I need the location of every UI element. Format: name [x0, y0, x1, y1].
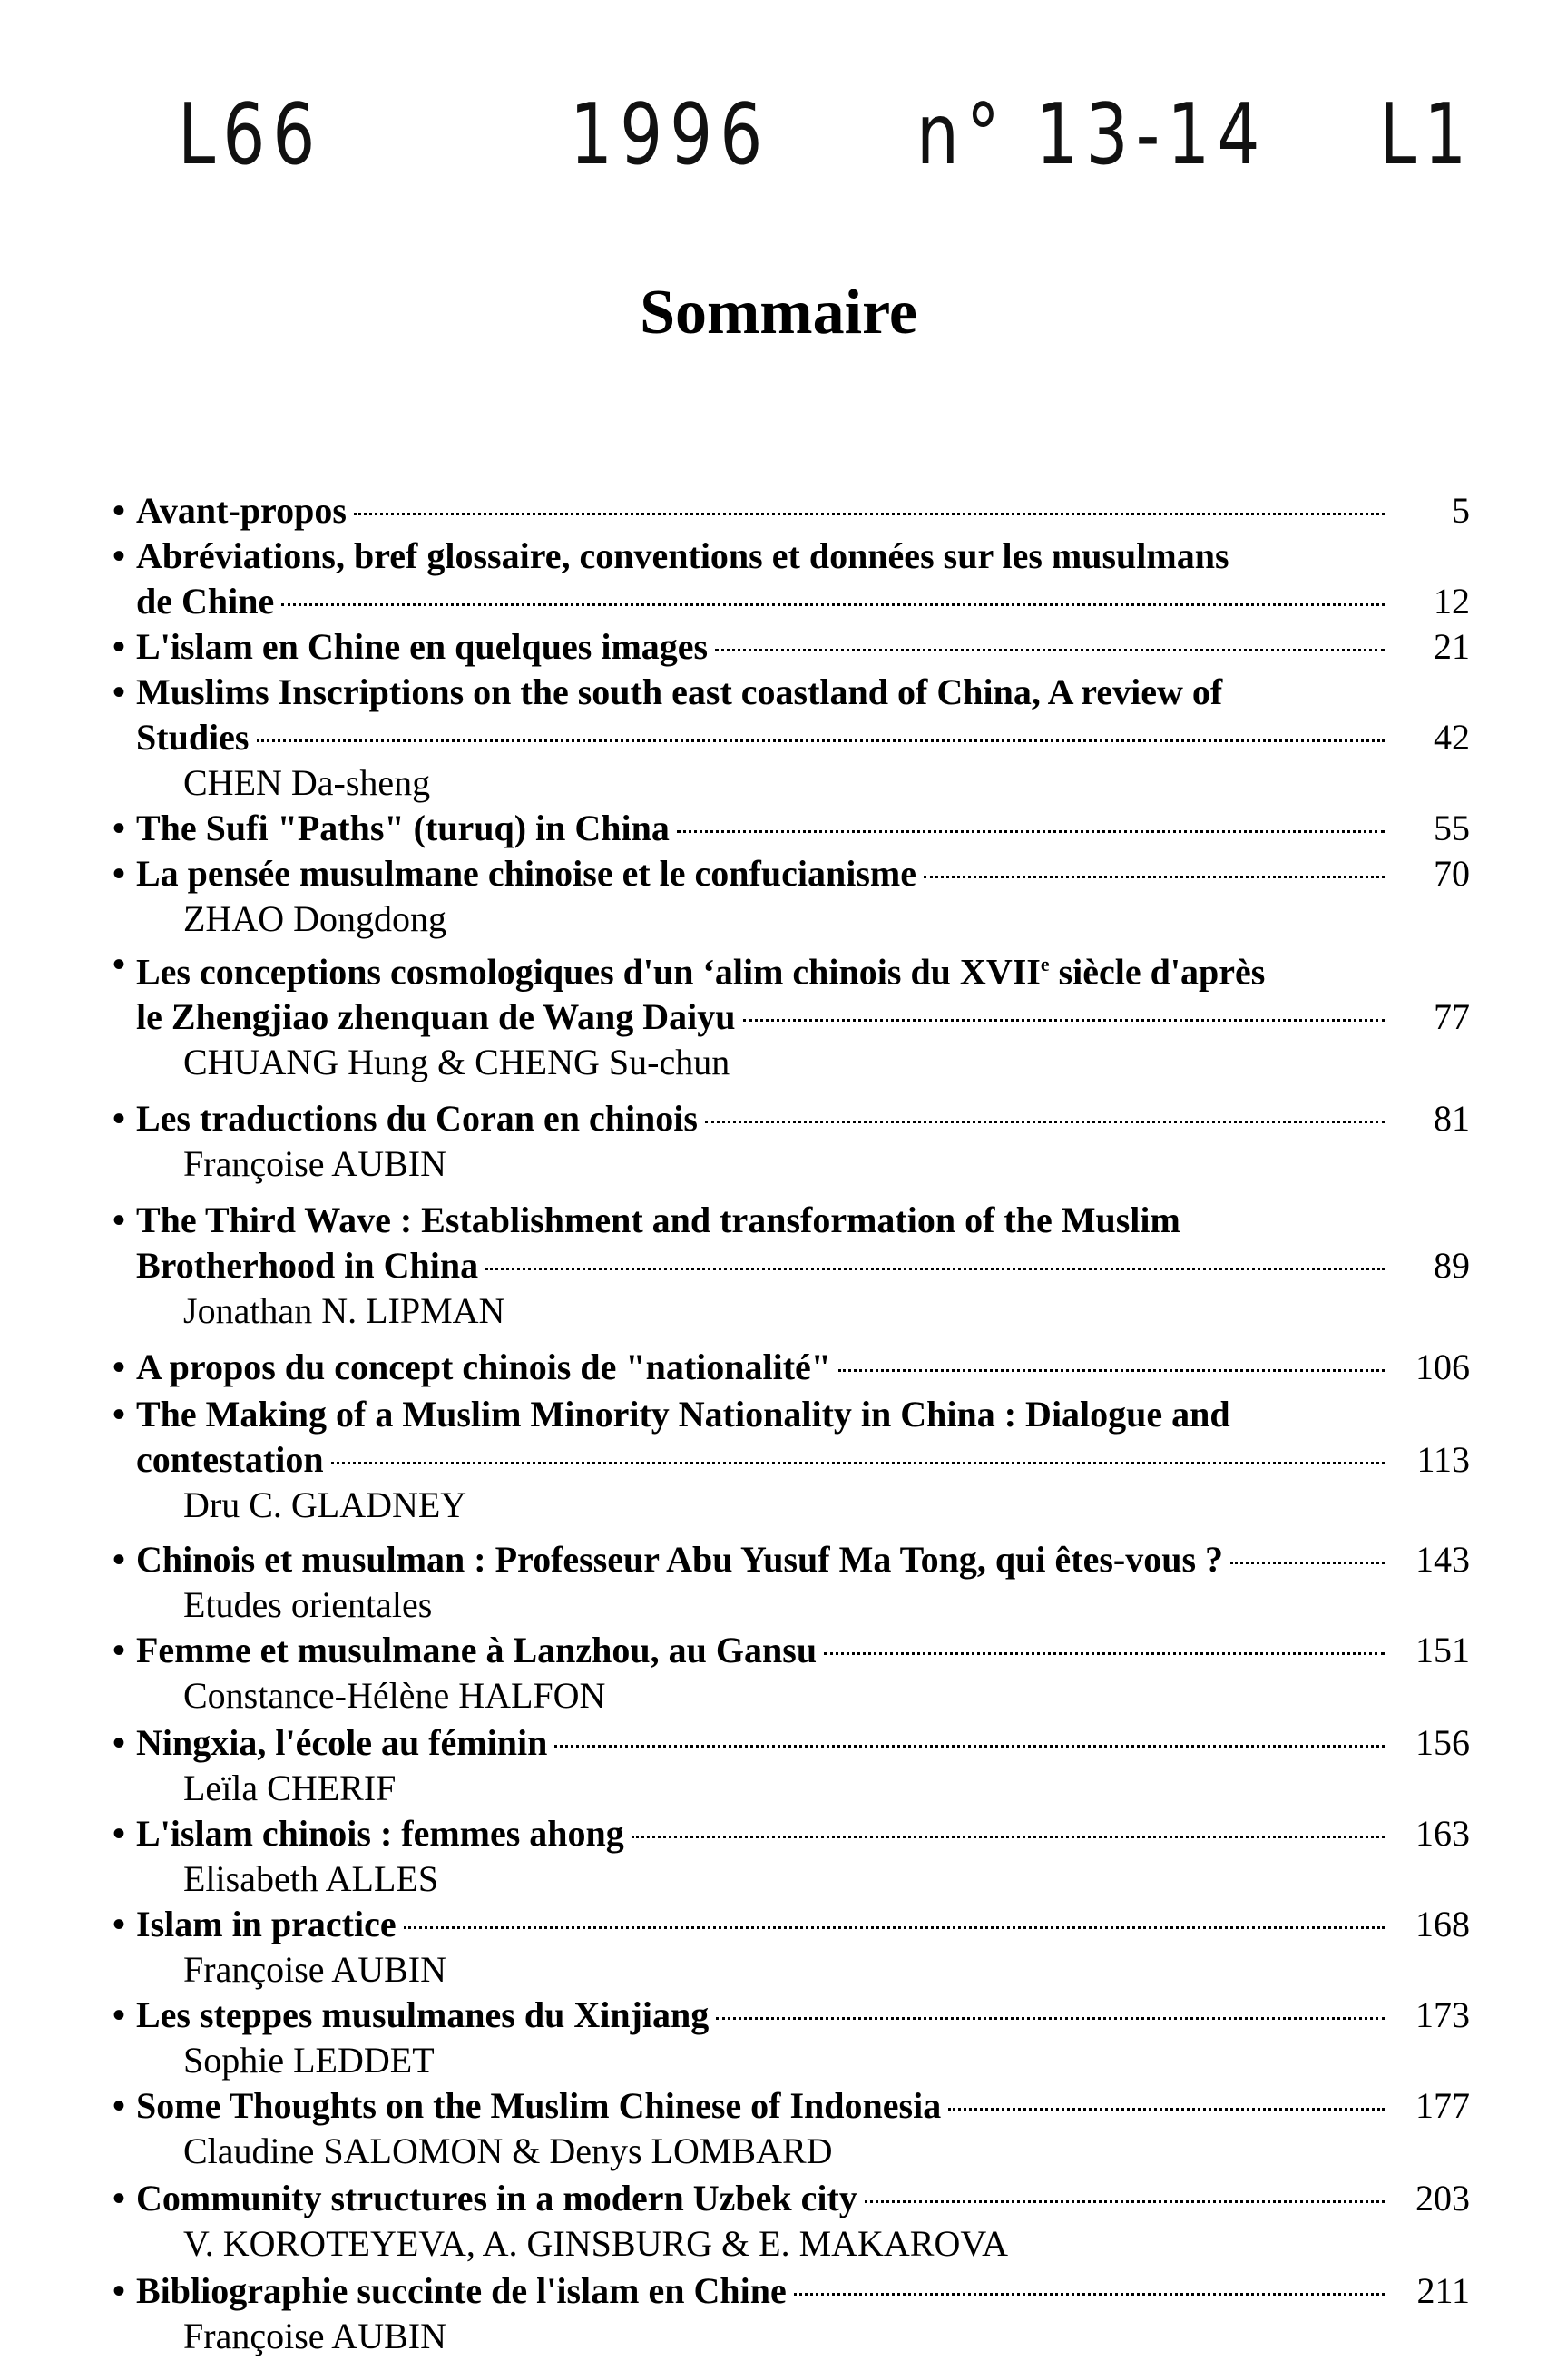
entry-title: le Zhengjiao zhenquan de Wang Daiyu — [136, 996, 736, 1038]
page-number: 168 — [1415, 1904, 1470, 1945]
entry-title-first-line: • Abréviations, bref glossaire, conventions et données sur les musulmans — [136, 535, 1229, 576]
entry-title-row — [136, 2083, 1470, 2129]
toc-entry — [109, 534, 1470, 624]
entry-title-first-line: • Muslims Inscriptions on the south east coastland of China, A review of — [136, 671, 1223, 712]
entry-title: • Les traductions du Coran en chinois — [136, 1098, 698, 1140]
entry-author: Sophie LEDDET — [183, 2040, 435, 2081]
page-number: 55 — [1434, 808, 1470, 848]
entry-author: Dru C. GLADNEY — [183, 1484, 467, 1526]
page-number: 5 — [1452, 490, 1470, 531]
toc-entry — [109, 1993, 1470, 2083]
entry-title: de Chine — [136, 581, 275, 622]
entry-title: • A propos du concept chinois de "nationalité" — [136, 1347, 832, 1388]
table-of-contents — [109, 488, 1470, 2359]
entry-author: Françoise AUBIN — [183, 1949, 446, 1991]
entry-title-row — [136, 715, 1470, 760]
entry-title-row — [136, 1345, 1470, 1390]
entry-title-row — [136, 1628, 1470, 1673]
dot-leader — [257, 739, 1386, 742]
entry-title: • Community structures in a modern Uzbek city — [136, 2178, 857, 2219]
toc-entry — [109, 1537, 1470, 1628]
entry-title-row — [136, 1096, 1470, 1141]
entry-title-row — [136, 1537, 1470, 1582]
page-number: 21 — [1434, 626, 1470, 667]
entry-author: Etudes orientales — [183, 1584, 433, 1626]
page-number: 77 — [1434, 996, 1470, 1038]
entry-author: CHUANG Hung & CHENG Su-chun — [183, 1042, 730, 1083]
toc-entry — [109, 1198, 1470, 1334]
toc-entry — [109, 1628, 1470, 1719]
dot-leader — [677, 830, 1385, 833]
page-number: 151 — [1415, 1630, 1470, 1671]
entry-title-row — [136, 488, 1470, 534]
entry-title-first-line: • The Third Wave : Establishment and transformation of the Muslim — [136, 1200, 1180, 1241]
entry-author: Françoise AUBIN — [183, 1143, 446, 1185]
handwritten-note: n° 13-14 — [916, 86, 1268, 184]
dot-leader — [485, 1268, 1385, 1270]
entry-title: • The Sufi "Paths" (turuq) in China — [136, 808, 670, 848]
entry-author: ZHAO Dongdong — [183, 898, 446, 939]
entry-title: • Bibliographie succinte de l'islam en Chine — [136, 2270, 787, 2312]
toc-entry — [109, 851, 1470, 942]
toc-entry — [109, 670, 1470, 806]
page-number: 211 — [1416, 2270, 1470, 2312]
entry-title-row — [136, 1720, 1470, 1766]
page-number: 156 — [1415, 1722, 1470, 1764]
toc-entry — [109, 1720, 1470, 1811]
entry-title: • Avant-propos — [136, 490, 347, 531]
dot-leader — [705, 1121, 1385, 1123]
entry-author: CHEN Da-sheng — [183, 762, 431, 803]
page-number: 143 — [1415, 1539, 1470, 1581]
page-title: Sommaire — [640, 278, 917, 348]
entry-title: • Les steppes musulmanes du Xinjiang — [136, 1994, 710, 2036]
entry-title-row — [136, 806, 1470, 851]
entry-title-row — [136, 1902, 1470, 1947]
entry-title: • Ningxia, l'école au féminin — [136, 1722, 548, 1764]
dot-leader — [281, 603, 1385, 606]
page-number: 203 — [1415, 2178, 1470, 2219]
page-number: 89 — [1434, 1245, 1470, 1287]
page-number: 42 — [1434, 717, 1470, 758]
toc-entry — [109, 1811, 1470, 1902]
entry-title: • Chinois et musulman : Professeur Abu Yusuf Ma Tong, qui êtes-vous ? — [136, 1539, 1224, 1581]
dot-leader — [865, 2200, 1385, 2203]
dot-leader — [716, 2017, 1385, 2020]
entry-title-first-line: • Les conceptions cosmologiques d'un ‘alim chinois du XVIIe siècle d'après — [136, 951, 1266, 993]
entry-title-first-line: • The Making of a Muslim Minority Nationality in China : Dialogue and — [136, 1394, 1230, 1435]
entry-title: • L'islam chinois : femmes ahong — [136, 1813, 624, 1855]
entry-title-row — [136, 579, 1470, 624]
dot-leader — [331, 1462, 1385, 1464]
entry-title-row — [136, 2268, 1470, 2314]
page-number: 173 — [1415, 1994, 1470, 2036]
toc-entry — [109, 1345, 1470, 1390]
entry-author: Claudine SALOMON & Denys LOMBARD — [183, 2130, 833, 2172]
toc-entry — [109, 2083, 1470, 2174]
dot-leader — [794, 2293, 1385, 2296]
entry-title-row — [136, 1243, 1470, 1288]
dot-leader — [554, 1745, 1385, 1748]
handwritten-note: 1996 — [570, 86, 770, 184]
entry-title: contestation — [136, 1439, 324, 1481]
dot-leader — [354, 513, 1385, 515]
handwritten-note: L1 — [1379, 86, 1474, 184]
toc-entry — [109, 2176, 1470, 2267]
entry-title-row — [136, 851, 1470, 896]
dot-leader — [948, 2108, 1385, 2111]
entry-author: V. KOROTEYEVA, A. GINSBURG & E. MAKAROVA — [183, 2223, 1008, 2265]
entry-title-row — [136, 1811, 1470, 1856]
toc-entry — [109, 2268, 1470, 2359]
entry-title: • La pensée musulmane chinoise et le confucianisme — [136, 853, 916, 894]
entry-title-row — [136, 1993, 1470, 2038]
entry-author: Leïla CHERIF — [183, 1768, 397, 1809]
handwritten-note: L66 — [178, 86, 323, 184]
dot-leader — [404, 1926, 1385, 1929]
toc-entry — [109, 624, 1470, 670]
page-number: 113 — [1416, 1439, 1470, 1481]
toc-entry — [109, 806, 1470, 851]
dot-leader — [838, 1369, 1385, 1372]
entry-title: • Femme et musulmane à Lanzhou, au Gansu — [136, 1630, 818, 1671]
toc-entry — [109, 1096, 1470, 1187]
page-number: 70 — [1434, 853, 1470, 894]
toc-entry — [109, 942, 1470, 1085]
entry-title-row — [136, 624, 1470, 670]
toc-entry — [109, 488, 1470, 534]
dot-leader — [1230, 1562, 1385, 1564]
toc-entry — [109, 1902, 1470, 1993]
page-number: 12 — [1434, 581, 1470, 622]
entry-author: Elisabeth ALLES — [183, 1858, 439, 1900]
page-number: 106 — [1415, 1347, 1470, 1388]
entry-title-row — [136, 2176, 1470, 2221]
entry-title: • Some Thoughts on the Muslim Chinese of Indonesia — [136, 2085, 942, 2127]
toc-entry — [109, 1392, 1470, 1528]
dot-leader — [743, 1019, 1385, 1022]
entry-author: Constance-Hélène HALFON — [183, 1675, 606, 1717]
entry-title-row — [136, 1437, 1470, 1483]
page-number: 81 — [1434, 1098, 1470, 1140]
entry-author: Françoise AUBIN — [183, 2316, 446, 2357]
dot-leader — [824, 1652, 1385, 1655]
entry-title-row — [136, 994, 1470, 1040]
dot-leader — [715, 649, 1385, 651]
entry-title: • L'islam en Chine en quelques images — [136, 626, 709, 667]
dot-leader — [924, 876, 1385, 878]
entry-title: Brotherhood in China — [136, 1245, 479, 1287]
entry-title: • Islam in practice — [136, 1904, 397, 1945]
entry-author: Jonathan N. LIPMAN — [183, 1290, 505, 1332]
page-number: 177 — [1415, 2085, 1470, 2127]
dot-leader — [632, 1836, 1385, 1838]
entry-title: Studies — [136, 717, 250, 758]
page-number: 163 — [1415, 1813, 1470, 1855]
